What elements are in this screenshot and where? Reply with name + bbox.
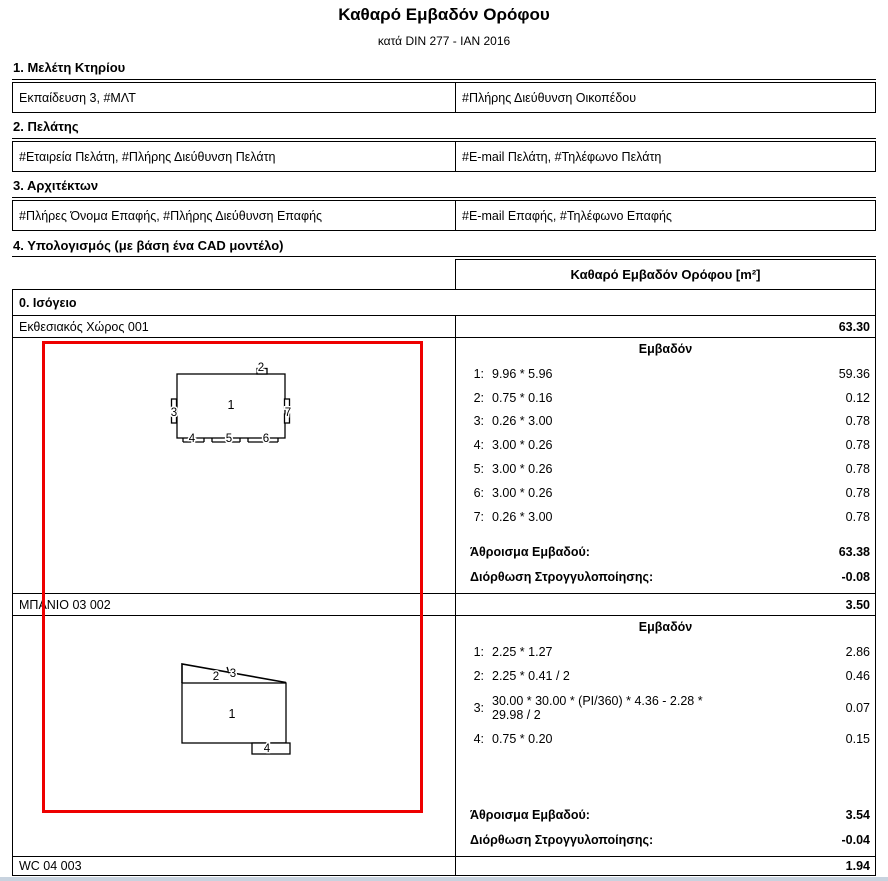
calc-row — [456, 505, 875, 529]
calc-value: 0.78 — [845, 438, 870, 453]
section-box-client — [12, 141, 876, 172]
room-row-wc — [13, 857, 875, 875]
rounding-label: Διόρθωση Στρογγυλοποίησης: — [470, 569, 654, 584]
sums-block — [456, 539, 875, 589]
sum-label: Άθροισμα Εμβαδού: — [470, 544, 590, 559]
rounding-label: Διόρθωση Στρογγυλοποίησης: — [470, 832, 654, 847]
calc-value: 59.36 — [838, 366, 870, 381]
page-subtitle: κατά DIN 277 - IAN 2016 — [377, 34, 511, 48]
room-total: 3.50 — [455, 594, 875, 615]
calc-value: 0.78 — [845, 509, 870, 524]
page-title: Καθαρό Εμβαδόν Ορόφου — [338, 5, 550, 24]
calc-row — [456, 664, 875, 688]
section-heading-calculation: 4. Υπολογισμός (με βάση ένα CAD μοντέλο) — [13, 238, 284, 253]
plan1-label-6: 6 — [262, 433, 270, 445]
section-heading-architect: 3. Αρχιτέκτων — [13, 178, 99, 193]
section-box-architect — [12, 200, 876, 231]
room-total: 63.30 — [455, 316, 875, 337]
sum-row — [456, 802, 875, 827]
calc-cell-exhibition — [455, 338, 875, 593]
sum-value: 3.54 — [845, 807, 870, 822]
calc-row — [456, 640, 875, 664]
rounding-row — [456, 827, 875, 852]
calc-index: 3: — [473, 414, 484, 429]
calc-index: 6: — [473, 485, 484, 500]
calc-row — [456, 481, 875, 505]
calc-index: 2: — [473, 390, 484, 405]
detail-row-exhibition — [13, 338, 875, 594]
client-name-cell: #Εταιρεία Πελάτη, #Πλήρης Διεύθυνση Πελάτη — [19, 149, 276, 164]
rounding-value: -0.08 — [841, 569, 870, 584]
room-name: Εκθεσιακός Χώρος 001 — [19, 319, 149, 334]
calc-value: 2.86 — [845, 644, 870, 659]
section-rule — [12, 256, 876, 257]
floor-plan-cell — [13, 338, 455, 593]
room-row-exhibition — [13, 316, 875, 338]
calc-formula: 3.00 * 0.26 — [492, 462, 553, 477]
building-name-cell: Εκπαίδευση 3, #ΜΛΤ — [19, 90, 136, 105]
section-heading-client: 2. Πελάτης — [13, 119, 79, 134]
calc-index: 4: — [473, 438, 484, 453]
rounding-value: -0.04 — [841, 832, 870, 847]
calc-row — [456, 433, 875, 457]
calc-formula: 9.96 * 5.96 — [492, 366, 553, 381]
calc-row — [456, 386, 875, 410]
room-total: 1.94 — [455, 857, 875, 875]
storey-row: 0. Ισόγειο — [13, 290, 875, 316]
calc-value: 0.78 — [845, 462, 870, 477]
calc-value: 0.12 — [845, 390, 870, 405]
calc-row — [456, 688, 875, 728]
calc-index: 5: — [473, 462, 484, 477]
calc-value: 0.15 — [845, 732, 870, 747]
calc-formula: 2.25 * 1.27 — [492, 644, 553, 659]
calc-formula: 0.26 * 3.00 — [492, 414, 553, 429]
plan2-label-2: 2 — [212, 671, 220, 683]
calc-rows — [456, 362, 875, 529]
calc-formula: 30.00 * 30.00 * (PI/360) * 4.36 - 2.28 * 29.98 / 2 — [492, 693, 703, 722]
calc-formula: 3.00 * 0.26 — [492, 438, 553, 453]
net-floor-area-header: Καθαρό Εμβαδόν Ορόφου [m²] — [455, 259, 876, 290]
calc-formula: 0.75 * 0.16 — [492, 390, 553, 405]
calc-index: 1: — [473, 644, 484, 659]
calc-value: 0.78 — [845, 485, 870, 500]
sum-label: Άθροισμα Εμβαδού: — [470, 807, 590, 822]
architect-name-cell: #Πλήρες Όνομα Επαφής, #Πλήρης Διεύθυνση Επαφής — [19, 208, 323, 223]
plan2-label-3: 3 — [229, 668, 237, 680]
calc-index: 4: — [473, 732, 484, 747]
floor-plan-cell — [13, 616, 455, 856]
architect-contact-cell: #E-mail Επαφής, #Τηλέφωνο Επαφής — [455, 201, 875, 230]
bottom-strip — [0, 877, 888, 881]
calc-formula: 2.25 * 0.41 / 2 — [492, 668, 570, 683]
plan1-label-1: 1 — [227, 398, 235, 412]
plan1-label-4: 4 — [188, 433, 196, 445]
calc-formula: 3.00 * 0.26 — [492, 485, 553, 500]
plan2-label-4: 4 — [263, 743, 271, 755]
calc-rows — [456, 640, 875, 751]
section-heading-building: 1. Μελέτη Κτηρίου — [13, 60, 126, 75]
section-rule — [12, 79, 876, 80]
calc-formula: 0.26 * 3.00 — [492, 509, 553, 524]
area-header: Εμβαδόν — [638, 620, 693, 634]
calc-value: 0.78 — [845, 414, 870, 429]
calc-index: 7: — [473, 509, 484, 524]
section-box-building — [12, 82, 876, 113]
area-header: Εμβαδόν — [638, 342, 693, 356]
calc-value: 0.07 — [845, 700, 870, 715]
floor-plan-1 — [13, 338, 455, 593]
calc-index: 1: — [473, 366, 484, 381]
site-address-cell: #Πλήρης Διεύθυνση Οικοπέδου — [455, 83, 875, 112]
calc-value: 0.46 — [845, 668, 870, 683]
plan2-label-1: 1 — [228, 707, 236, 721]
floor-plan-2 — [13, 616, 455, 856]
plan1-label-5: 5 — [225, 433, 233, 445]
room-name: WC 04 003 — [19, 859, 82, 873]
calc-row — [456, 410, 875, 434]
room-name: ΜΠΑΝΙΟ 03 002 — [19, 597, 111, 612]
section-rule — [12, 197, 876, 198]
calc-cell-bathroom — [455, 616, 875, 856]
plan1-label-2: 2 — [257, 362, 265, 374]
calc-index: 3: — [473, 700, 484, 715]
room-row-bathroom — [13, 594, 875, 616]
calc-row — [456, 362, 875, 386]
calc-formula: 0.75 * 0.20 — [492, 732, 553, 747]
client-contact-cell: #E-mail Πελάτη, #Τηλέφωνο Πελάτη — [455, 142, 875, 171]
sum-value: 63.38 — [838, 544, 870, 559]
detail-row-bathroom — [13, 616, 875, 857]
calculation-table — [12, 289, 876, 876]
calc-row — [456, 728, 875, 752]
plan1-label-3: 3 — [170, 407, 178, 419]
calc-index: 2: — [473, 668, 484, 683]
rounding-row — [456, 564, 875, 589]
section-rule — [12, 138, 876, 139]
sums-block — [456, 802, 875, 852]
calc-row — [456, 457, 875, 481]
plan1-label-7: 7 — [284, 407, 292, 419]
sum-row — [456, 539, 875, 564]
